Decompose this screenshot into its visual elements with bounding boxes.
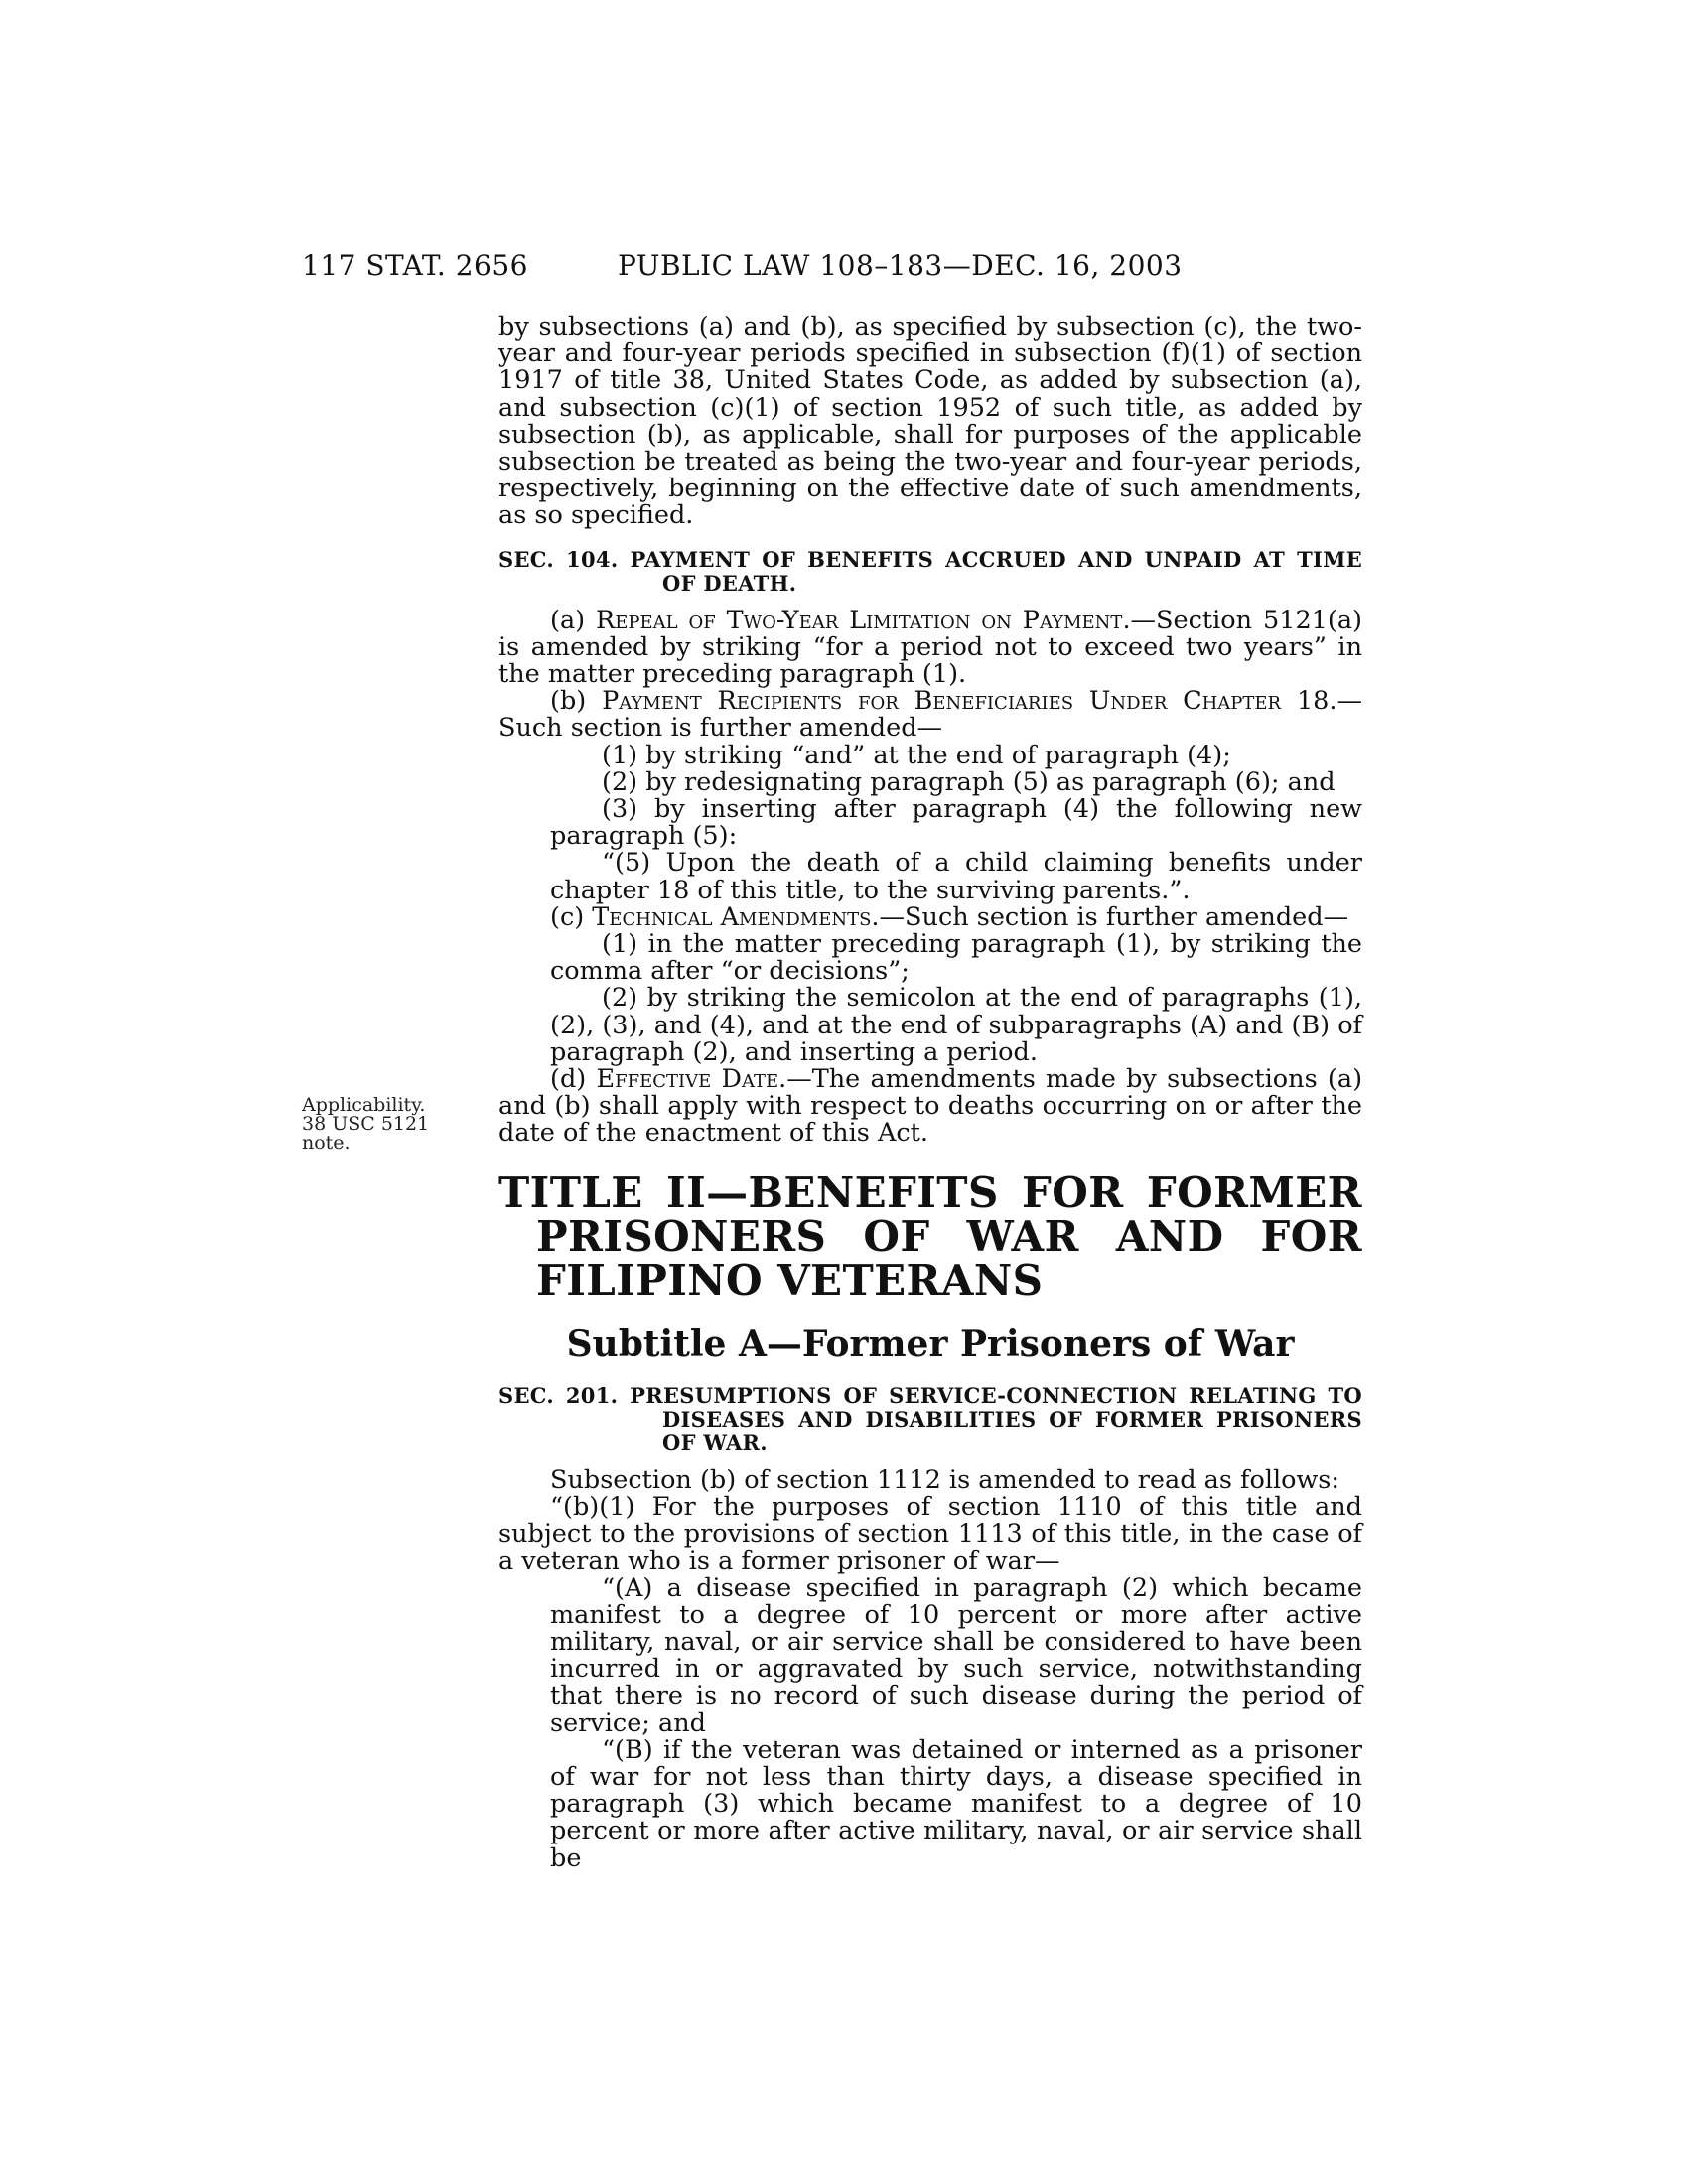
subsection-a xyxy=(498,605,1362,690)
paragraph-c1: (1) in the matter preceding paragraph (1), by striking the comma after “or decisions”; xyxy=(550,929,1362,987)
subsection-caption: Payment Recipients for Beneficiaries Under Chapter 18. xyxy=(602,686,1337,717)
section-201-subparagraph-a: “(A) a disease specified in paragraph (2) which became manifest to a degree of 10 percent or more after active military, naval, or air service shall be considered to have been incurred in or aggravated by such service, notwithstanding that there is no record of such disease during the period of service; and xyxy=(550,1572,1362,1738)
paragraph-c2: (2) by striking the semicolon at the end of paragraphs (1), (2), (3), and (4), and at the end of subparagraphs (A) and (B) of paragraph (2), and inserting a period. xyxy=(550,983,1362,1067)
section-201-heading: SEC. 201. PRESUMPTIONS OF SERVICE-CONNECTION RELATING TO DISEASES AND DISABILITIES OF FORMER PRISONERS OF WAR. xyxy=(498,1382,1362,1455)
subtitle-a-heading: Subtitle A—Former Prisoners of War xyxy=(566,1322,1295,1365)
subsection-caption: Effective Date. xyxy=(596,1064,787,1095)
quoted-paragraph-5: “(5) Upon the death of a child claiming benefits under chapter 18 of this title, to the surviving parents.”. xyxy=(550,848,1362,905)
subsection-d xyxy=(498,1066,1362,1148)
subsection-text: —Such section is further amended— xyxy=(498,686,1363,744)
subsection-label: (a) xyxy=(550,605,597,635)
statute-page-reference: 117 STAT. 2656 xyxy=(302,249,528,282)
subsection-c xyxy=(498,901,1362,932)
subsection-text: —Such section is further amended— xyxy=(879,901,1349,932)
section-201-intro: Subsection (b) of section 1112 is amended to read as follows: xyxy=(550,1464,1339,1495)
section-104-heading: SEC. 104. PAYMENT OF BENEFITS ACCRUED AND UNPAID AT TIME OF DEATH. xyxy=(498,546,1362,596)
continued-paragraph: by subsections (a) and (b), as specified by subsection (c), the two-year and four-year periods specified in subsection (f)(1) of section 1917 of title 38, United States Code, as added by subsection (a), and subsection (c)(1) of section 1952 of such title, as added by subsection (b), as applicable, shall for purposes of the applicable subsection be treated as being the two-year and four-year periods, respectively, beginning on the effective date of such amendments, as so specified. xyxy=(498,312,1362,531)
margin-note-line: note. xyxy=(302,1132,351,1154)
subsection-label: (b) xyxy=(550,686,603,717)
subsection-caption: Technical Amendments. xyxy=(592,901,880,932)
subsection-text: —The amendments made by subsections (a) and (b) shall apply with respect to deaths occurring on or after the date of the enactment of this Act. xyxy=(498,1064,1363,1149)
paragraph-b2: (2) by redesignating paragraph (5) as paragraph (6); and xyxy=(602,766,1336,797)
body-text-column xyxy=(498,314,1362,1872)
subsection-text: —Section 5121(a) is amended by striking “for a period not to exceed two years” in the matter preceding paragraph (1). xyxy=(498,605,1362,690)
subsection-b xyxy=(498,688,1362,742)
subsection-caption: Repeal of Two-Year Limitation on Payment. xyxy=(596,605,1131,635)
margin-note xyxy=(302,1094,430,1154)
section-201-b1: “(b)(1) For the purposes of section 1110 of this title and subject to the provisions of section 1113 of this title, in the case of a veteran who is a former prisoner of war— xyxy=(498,1491,1362,1576)
paragraph-b3: (3) by inserting after paragraph (4) the following new paragraph (5): xyxy=(550,794,1362,852)
margin-note-line: Applicability. xyxy=(302,1094,426,1116)
subsection-label: (d) xyxy=(550,1064,597,1095)
title-ii-heading: TITLE II—BENEFITS FOR FORMER PRISONERS OF WAR AND FOR FILIPINO VETERANS xyxy=(498,1167,1362,1304)
section-201-subparagraph-b: “(B) if the veteran was detained or interned as a prisoner of war for not less than thirty days, a disease specified in paragraph (3) which became manifest to a degree of 10 percent or more after active military, naval, or air service shall be xyxy=(550,1734,1362,1873)
paragraph-b1: (1) by striking “and” at the end of paragraph (4); xyxy=(602,740,1231,770)
subsection-label: (c) xyxy=(550,901,593,932)
margin-note-line: 38 USC 5121 xyxy=(302,1113,430,1135)
public-law-reference: PUBLIC LAW 108–183—DEC. 16, 2003 xyxy=(618,249,1183,282)
running-header xyxy=(302,246,1394,286)
